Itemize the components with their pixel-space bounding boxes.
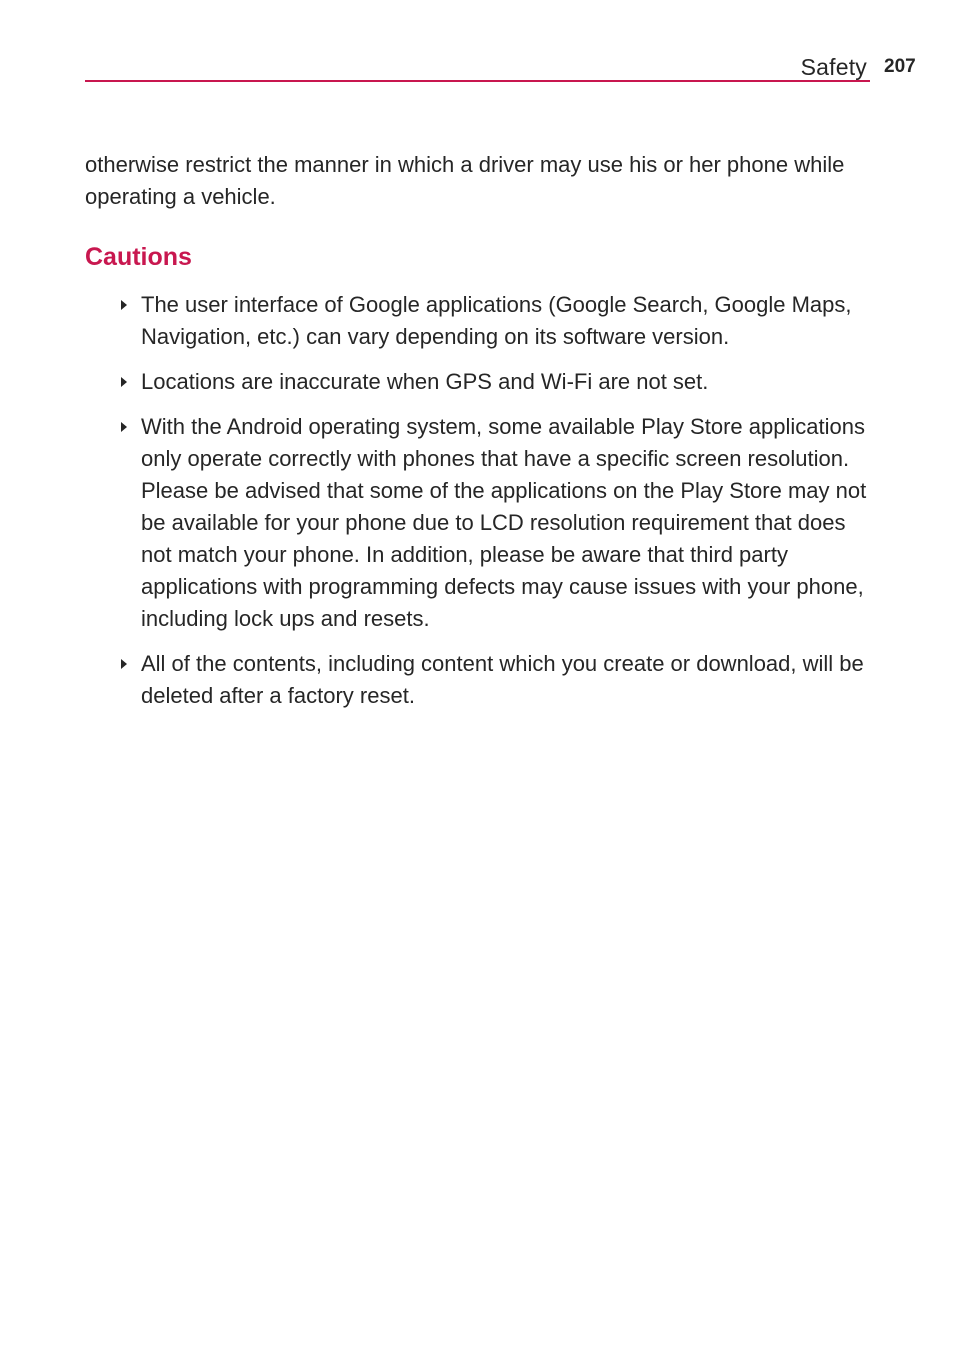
page-number: 207 bbox=[884, 56, 916, 77]
list-item-text: The user interface of Google applications (Google Search, Google Maps, Navigation, etc.) can vary depending on its software version. bbox=[141, 292, 852, 349]
intro-paragraph: otherwise restrict the manner in which a driver may use his or her phone while operating a vehicle. bbox=[85, 152, 845, 209]
list-item-note: Please be advised that some of the applications on the Play Store may not be available for your phone due to LCD resolution requirement that does not match your phone. In addition, please be aware that third party applications with programming defects may cause issues with your phone, including lock ups and resets. bbox=[141, 478, 867, 631]
list-item bbox=[118, 648, 878, 712]
header-rule bbox=[85, 80, 870, 82]
bullet-arrow-icon bbox=[121, 422, 127, 432]
cautions-list bbox=[118, 289, 878, 725]
bullet-arrow-icon bbox=[121, 377, 127, 387]
list-item-text: All of the contents, including content which you create or download, will be deleted after a factory reset. bbox=[141, 651, 864, 708]
cautions-heading: Cautions bbox=[85, 243, 192, 271]
bullet-arrow-icon bbox=[121, 300, 127, 310]
bullet-arrow-icon bbox=[121, 659, 127, 669]
section-title: Safety bbox=[800, 54, 867, 80]
list-item bbox=[118, 366, 878, 398]
list-item bbox=[118, 289, 878, 353]
list-item bbox=[118, 411, 878, 635]
list-item-text: Locations are inaccurate when GPS and Wi-Fi are not set. bbox=[141, 369, 709, 394]
list-item-text: With the Android operating system, some available Play Store applications only operate correctly with phones that have a specific screen resolution. bbox=[141, 414, 865, 471]
